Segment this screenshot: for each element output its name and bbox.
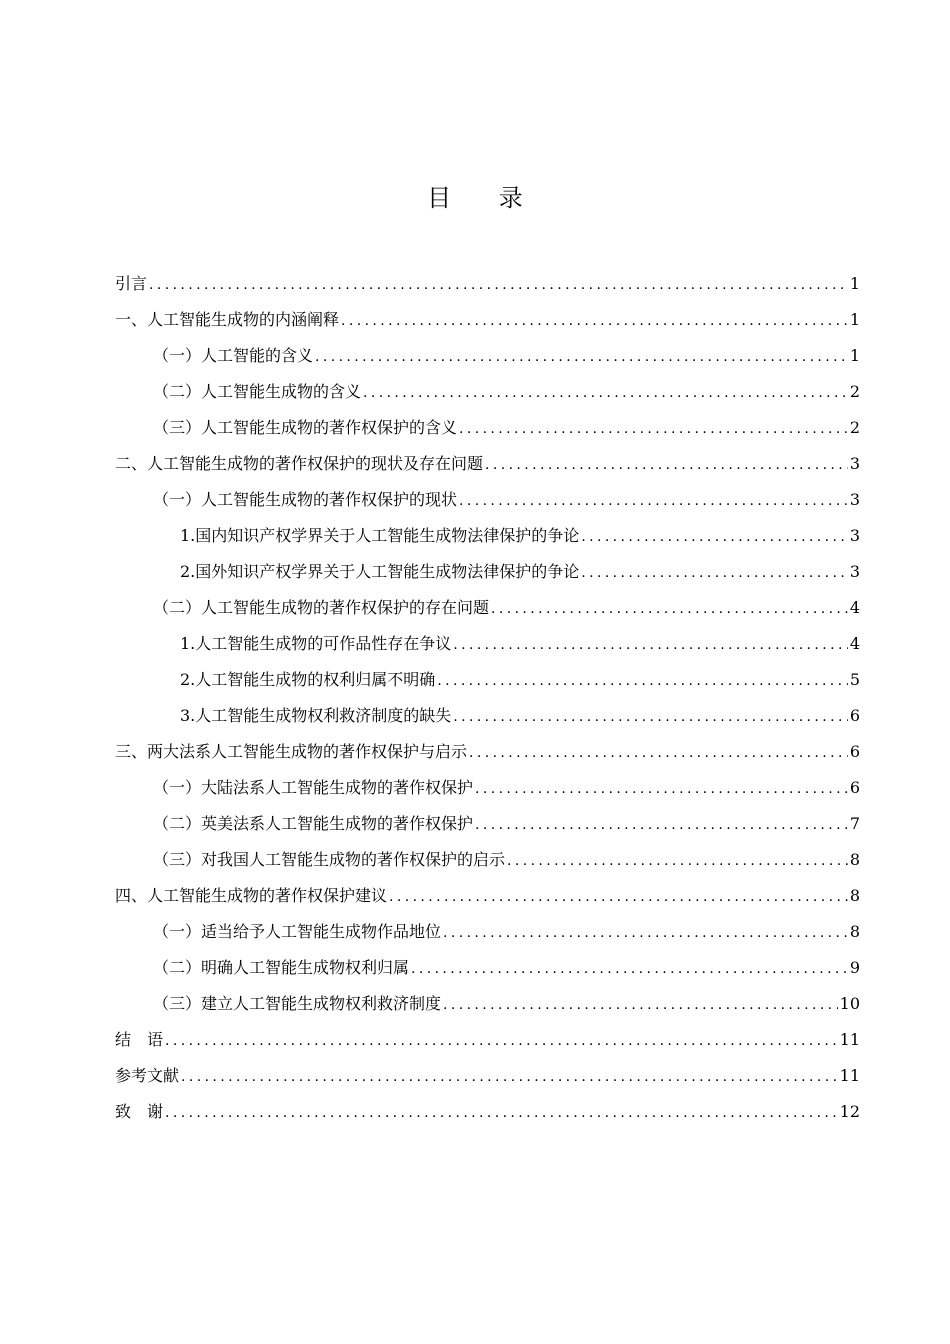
toc-entry-label: 三、两大法系人工智能生成物的著作权保护与启示 xyxy=(115,742,468,761)
toc-entry-page: 5 xyxy=(849,670,860,689)
toc-leader-dots xyxy=(165,1023,838,1059)
toc-leader-dots xyxy=(181,1059,838,1095)
toc-entry-label: 一、人工智能生成物的内涵阐释 xyxy=(115,310,340,329)
toc-entry-page: 11 xyxy=(839,1030,860,1049)
toc-leader-dots xyxy=(389,879,848,915)
toc-leader-dots xyxy=(581,519,848,555)
toc-entry-label: （二）英美法系人工智能生成物的著作权保护 xyxy=(153,814,474,833)
toc-entry-page: 12 xyxy=(839,1102,860,1121)
toc-leader-dots xyxy=(459,483,848,519)
toc-entry[interactable] xyxy=(115,698,860,734)
toc-leader-dots xyxy=(165,1095,838,1131)
toc-leader-dots xyxy=(149,267,848,303)
toc-leader-dots xyxy=(315,339,848,375)
toc-entry-page: 6 xyxy=(849,742,860,761)
toc-entry-page: 3 xyxy=(849,562,860,581)
toc-entry-page: 10 xyxy=(839,994,860,1013)
toc-entry-page: 2 xyxy=(849,382,860,401)
toc-leader-dots xyxy=(453,699,848,735)
toc-entry-page: 4 xyxy=(849,634,860,653)
toc-entry-page: 8 xyxy=(849,922,860,941)
toc-entry-label: 致 谢 xyxy=(115,1102,164,1121)
toc-entry-page: 6 xyxy=(849,706,860,725)
toc-entry-label: 2.人工智能生成物的权利归属不明确 xyxy=(180,670,436,689)
toc-entry[interactable] xyxy=(115,1058,860,1094)
toc-entry-label: 引言 xyxy=(115,274,148,293)
toc-entry[interactable] xyxy=(115,734,860,770)
toc-entry-label: 四、人工智能生成物的著作权保护建议 xyxy=(115,886,388,905)
toc-entry-page: 6 xyxy=(849,778,860,797)
toc-leader-dots xyxy=(491,591,848,627)
toc-entry-label: （三）建立人工智能生成物权利救济制度 xyxy=(153,994,442,1013)
toc-entry-page: 1 xyxy=(849,274,860,293)
toc-entry[interactable] xyxy=(115,662,860,698)
toc-entry[interactable] xyxy=(115,1022,860,1058)
toc-entry[interactable] xyxy=(115,338,860,374)
toc-entry-page: 8 xyxy=(849,850,860,869)
toc-entry[interactable] xyxy=(115,302,860,338)
toc-entry-label: 参考文献 xyxy=(115,1066,180,1085)
toc-entry[interactable] xyxy=(115,806,860,842)
toc-leader-dots xyxy=(411,951,848,987)
toc-entry-page: 4 xyxy=(849,598,860,617)
toc-entry-label: 1.国内知识产权学界关于人工智能生成物法律保护的争论 xyxy=(180,526,580,545)
toc-entry-label: 2.国外知识产权学界关于人工智能生成物法律保护的争论 xyxy=(180,562,580,581)
toc-entry-label: 3.人工智能生成物权利救济制度的缺失 xyxy=(180,706,452,725)
toc-entry[interactable] xyxy=(115,878,860,914)
toc-leader-dots xyxy=(475,807,848,843)
toc-leader-dots xyxy=(459,411,848,447)
toc-leader-dots xyxy=(437,663,848,699)
toc-leader-dots xyxy=(507,843,848,879)
toc-entry[interactable] xyxy=(115,914,860,950)
toc-entry-label: （一）大陆法系人工智能生成物的著作权保护 xyxy=(153,778,474,797)
toc-entry-label: （一）适当给予人工智能生成物作品地位 xyxy=(153,922,442,941)
table-of-contents xyxy=(115,266,860,1130)
toc-entry-label: 1.人工智能生成物的可作品性存在争议 xyxy=(180,634,452,653)
toc-entry[interactable] xyxy=(115,842,860,878)
toc-leader-dots xyxy=(469,735,848,771)
toc-leader-dots xyxy=(341,303,848,339)
toc-entry-label: （二）明确人工智能生成物权利归属 xyxy=(153,958,410,977)
toc-entry[interactable] xyxy=(115,410,860,446)
toc-entry-page: 1 xyxy=(849,310,860,329)
toc-leader-dots xyxy=(453,627,848,663)
toc-entry-page: 8 xyxy=(849,886,860,905)
page-title: 目 录 xyxy=(427,184,543,212)
toc-entry-page: 11 xyxy=(839,1066,860,1085)
toc-entry[interactable] xyxy=(115,266,860,302)
toc-entry[interactable] xyxy=(115,950,860,986)
toc-leader-dots xyxy=(485,447,848,483)
toc-entry-label: （一）人工智能的含义 xyxy=(153,346,314,365)
toc-entry-label: （一）人工智能生成物的著作权保护的现状 xyxy=(153,490,458,509)
toc-entry-label: （二）人工智能生成物的含义 xyxy=(153,382,362,401)
toc-entry[interactable] xyxy=(115,770,860,806)
toc-entry-page: 2 xyxy=(849,418,860,437)
toc-entry[interactable] xyxy=(115,554,860,590)
toc-entry[interactable] xyxy=(115,1094,860,1130)
toc-entry-page: 7 xyxy=(849,814,860,833)
toc-entry[interactable] xyxy=(115,986,860,1022)
toc-entry-label: （二）人工智能生成物的著作权保护的存在问题 xyxy=(153,598,490,617)
toc-entry-label: （三）人工智能生成物的著作权保护的含义 xyxy=(153,418,458,437)
toc-entry[interactable] xyxy=(115,626,860,662)
toc-leader-dots xyxy=(443,915,848,951)
toc-leader-dots xyxy=(443,987,838,1023)
toc-entry[interactable] xyxy=(115,482,860,518)
toc-entry-page: 1 xyxy=(849,346,860,365)
toc-leader-dots xyxy=(581,555,848,591)
toc-entry[interactable] xyxy=(115,518,860,554)
toc-entry-label: 二、人工智能生成物的著作权保护的现状及存在问题 xyxy=(115,454,484,473)
toc-entry[interactable] xyxy=(115,374,860,410)
toc-entry-page: 3 xyxy=(849,490,860,509)
toc-entry-label: 结 语 xyxy=(115,1030,164,1049)
toc-entry[interactable] xyxy=(115,590,860,626)
toc-entry-label: （三）对我国人工智能生成物的著作权保护的启示 xyxy=(153,850,506,869)
toc-leader-dots xyxy=(363,375,848,411)
toc-entry-page: 9 xyxy=(849,958,860,977)
toc-leader-dots xyxy=(475,771,848,807)
toc-entry-page: 3 xyxy=(849,526,860,545)
toc-entry[interactable] xyxy=(115,446,860,482)
toc-entry-page: 3 xyxy=(849,454,860,473)
